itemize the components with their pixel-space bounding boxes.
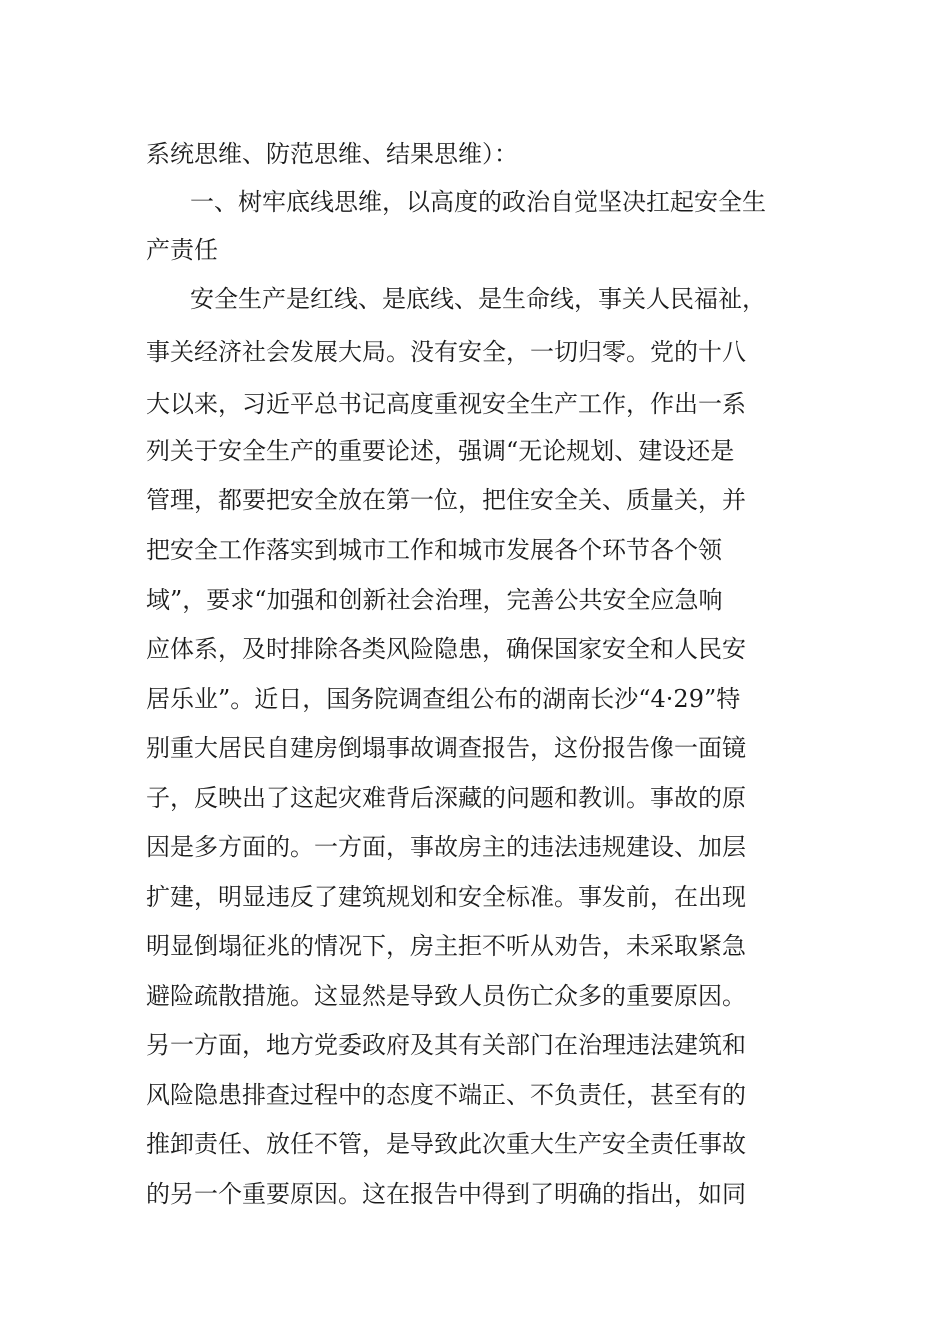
text-line: 域”，要求“加强和创新社会治理，完善公共安全应急响 [146,586,723,614]
text-line: 明显倒塌征兆的情况下，房主拒不听从劝告，未采取紧急 [146,932,746,960]
text-line: 列关于安全生产的重要论述，强调“无论规划、建设还是 [146,437,735,465]
section-heading-line: 一、树牢底线思维，以高度的政治自觉坚决扛起安全生 [190,188,766,216]
text-line: 把安全工作落实到城市工作和城市发展各个环节各个领 [146,536,722,564]
text-line: 风险隐患排查过程中的态度不端正、不负责任，甚至有的 [146,1081,746,1109]
text-line: 管理，都要把安全放在第一位，把住安全关、质量关，并 [146,486,746,514]
text-line: 系统思维、防范思维、结果思维）： [146,140,518,168]
text-line: 居乐业”。近日，国务院调查组公布的湖南长沙“4·29”特 [146,685,741,713]
text-line: 事关经济社会发展大局。没有安全，一切归零。党的十八 [146,338,746,366]
text-line: 避险疏散措施。这显然是导致人员伤亡众多的重要原因。 [146,982,746,1010]
text-line: 因是多方面的。一方面，事故房主的违法违规建设、加层 [146,833,746,861]
text-line: 的另一个重要原因。这在报告中得到了明确的指出，如同 [146,1180,746,1208]
text-line: 别重大居民自建房倒塌事故调查报告，这份报告像一面镜 [146,734,746,762]
text-line: 推卸责任、放任不管，是导致此次重大生产安全责任事故 [146,1130,746,1158]
text-line: 安全生产是红线、是底线、是生命线，事关人民福祉， [190,285,766,313]
text-line: 大以来，习近平总书记高度重视安全生产工作，作出一系 [146,390,746,418]
text-line: 子，反映出了这起灾难背后深藏的问题和教训。事故的原 [146,784,746,812]
text-line: 扩建，明显违反了建筑规划和安全标准。事发前，在出现 [146,883,746,911]
section-heading-line: 产责任 [146,236,218,264]
text-line: 另一方面，地方党委政府及其有关部门在治理违法建筑和 [146,1031,746,1059]
text-line: 应体系，及时排除各类风险隐患，确保国家安全和人民安 [146,635,746,663]
